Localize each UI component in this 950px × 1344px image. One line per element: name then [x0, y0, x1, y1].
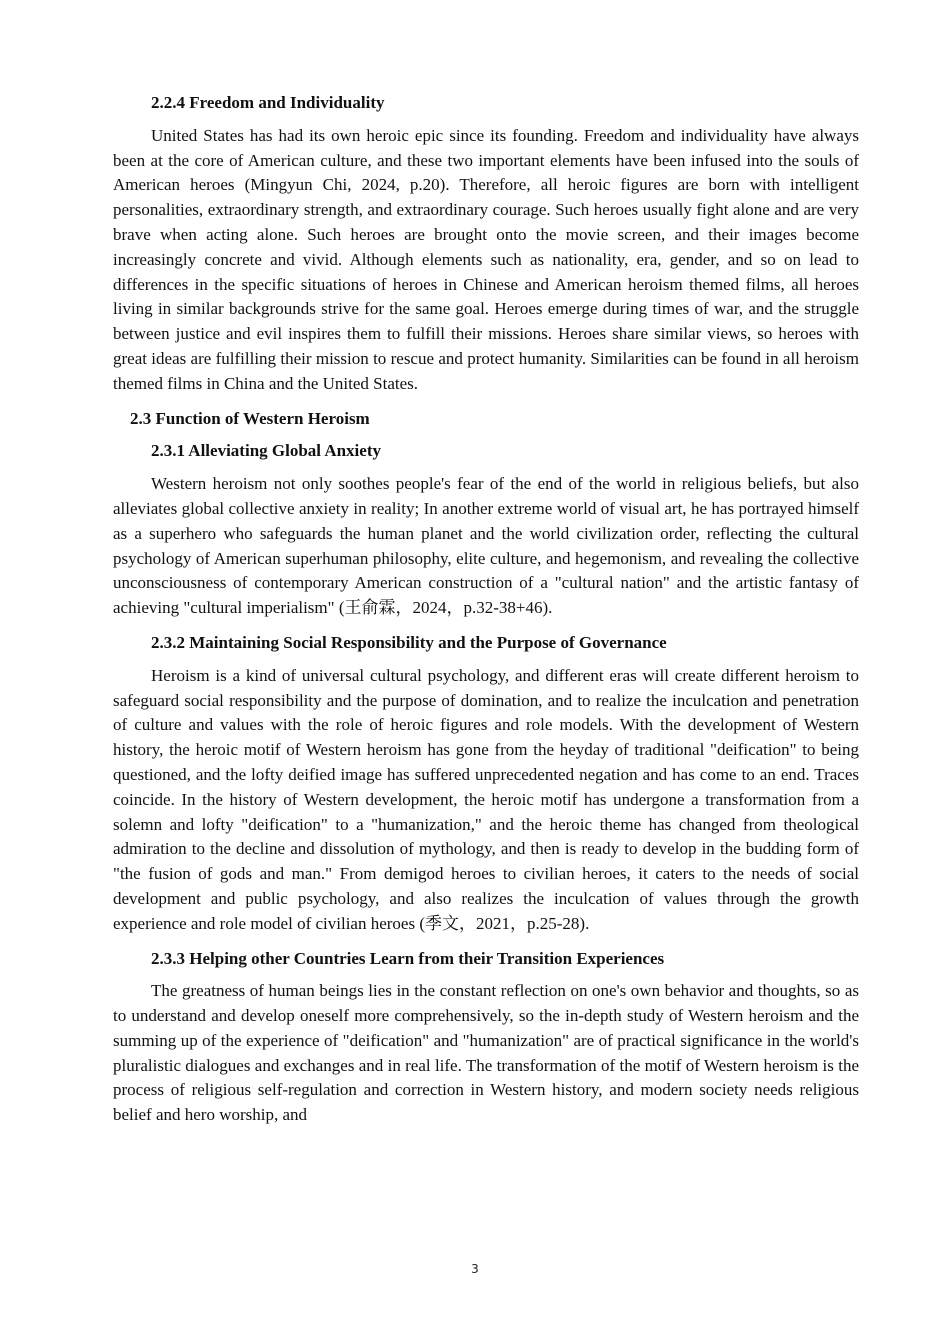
- section-heading-2-2-4: 2.2.4 Freedom and Individuality: [151, 93, 385, 112]
- paragraph-freedom-individuality: United States has had its own heroic epic since its founding. Freedom and individuality have always been at the core of American culture, and these two important elements have been infused into the souls of American heroes (Mingyun Chi, 2024, p.20). Therefore, all heroic figures are born with intelligent personalities, extraordinary strength, and extraordinary courage. Such heroes usually fight alone and are very brave when acting alone. Such heroes are brought onto the movie screen, and their images become increasingly concrete and vivid. Although elements such as nationality, era, gender, and so on lead to differences in the specific situations of heroes in Chinese and American heroism themed films, all heroes living in similar backgrounds strive for the same goal. Heroes emerge during times of war, and the struggle between justice and evil inspires them to fulfill their missions. Heroes share similar views, so heroes with great ideas are fulfilling their mission to rescue and protect humanity. Similarities can be found in all heroism themed films in China and the United States.: [113, 125, 859, 393]
- page-number: 3: [471, 1262, 479, 1276]
- page-body: [113, 88, 859, 1138]
- paragraph-transition-experiences: The greatness of human beings lies in the constant reflection on one's own behavior and thoughts, so as to understand and develop oneself more comprehensively, so the in-depth study of Western heroism and the summing up of the experience of "deification" and "humanization" are of practical significance in the world's pluralistic dialogues and exchanges and in real life. The transformation of the motif of Western heroism is the process of religious self-regulation and correction in Western history, and modern society needs religious belief and hero worship, and: [113, 981, 859, 1125]
- section-heading-2-3-1: 2.3.1 Alleviating Global Anxiety: [151, 441, 381, 461]
- paragraph-social-responsibility: Heroism is a kind of universal cultural psychology, and different eras will create different heroism to safeguard social responsibility and the purpose of domination, and to realize the inculcation and penetration of culture and values with the role of heroic figures and role models. With the development of Western history, the heroic motif of Western heroism has gone from the heyday of traditional "deification" to being questioned, and the lofty deified image has suffered unprecedented negation and has come to an end. Traces coincide. In the history of Western development, the heroic motif has undergone a transformation from a solemn and lofty "deification" to a "humanization," and the heroic theme has changed from theological admiration to the decline and dissolution of mythology, and then is ready to develop in the budding form of "the fusion of gods and man." From demigod heroes to civilian heroes, it caters to the needs of social development and public psychology, and also realizes the inculcation of values through the growth experience and role model of civilian heroes (季文，2021，p.25-28).: [113, 665, 859, 933]
- paragraph-global-anxiety: Western heroism not only soothes people's fear of the end of the world in religious beliefs, but also alleviates global collective anxiety in reality; In another extreme world of visual art, he has portrayed himself as a superhero who safeguards the human planet and the world civilization order, reflecting the cultural psychology of American superhuman philosophy, elite culture, and hegemonism, and revealing the collective unconsciousness of contemporary American construction of a "cultural nation" and the artistic fantasy of achieving "cultural imperialism" (王俞霖，2024，p.32-38+46).: [113, 474, 859, 618]
- section-heading-2-3-2: 2.3.2 Maintaining Social Responsibility and the Purpose of Governance: [151, 632, 667, 652]
- section-heading-2-3-3: 2.3.3 Helping other Countries Learn from their Transition Experiences: [151, 948, 665, 968]
- section-heading-2-3: 2.3 Function of Western Heroism: [130, 408, 370, 428]
